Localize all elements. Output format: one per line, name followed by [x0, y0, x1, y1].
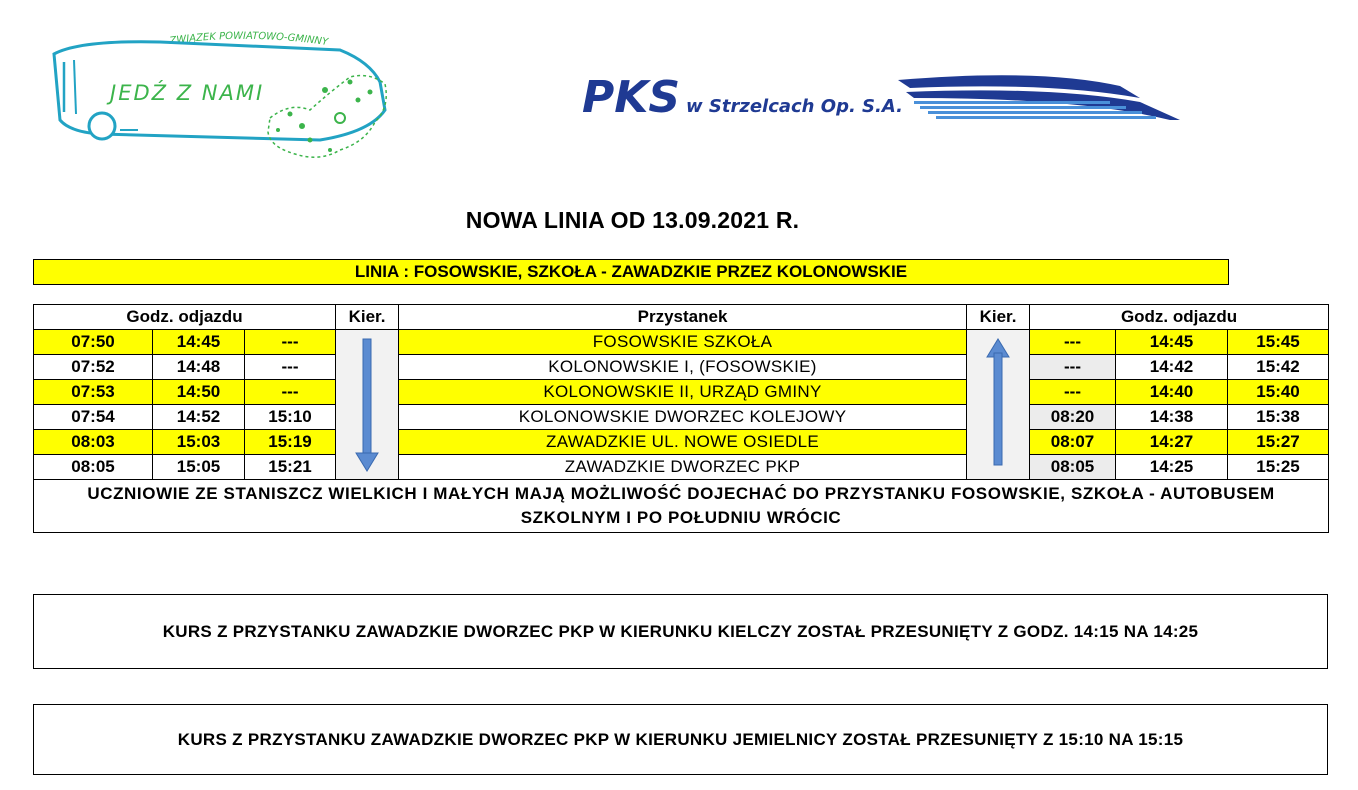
table-header-row [34, 305, 1329, 330]
time-cell: --- [1030, 355, 1116, 380]
notice-kielcza: KURS Z PRZYSTANKU ZAWADZKIE DWORZEC PKP W KIERUNKU KIELCZY ZOSTAŁ PRZESUNIĘTY Z GODZ. 14:15 NA 14:25 [33, 594, 1328, 669]
timetable [33, 304, 1329, 533]
pks-subtitle-text: w Strzelcach Op. S.A. [686, 96, 903, 117]
stop-name: KOLONOWSKIE I, (FOSOWSKIE) [399, 355, 967, 380]
direction-down-cell [336, 330, 399, 480]
line-title-bar: LINIA : FOSOWSKIE, SZKOŁA - ZAWADZKIE PRZEZ KOLONOWSKIE [33, 259, 1229, 285]
stop-name: KOLONOWSKIE II, URZĄD GMINY [399, 380, 967, 405]
arrow-down-icon [352, 335, 382, 475]
zwiazek-logo [40, 22, 410, 172]
time-cell: 14:42 [1116, 355, 1228, 380]
stop-name: KOLONOWSKIE DWORZEC KOLEJOWY [399, 405, 967, 430]
stop-name: ZAWADZKIE UL. NOWE OSIEDLE [399, 430, 967, 455]
time-cell: 14:27 [1116, 430, 1228, 455]
time-cell: 14:48 [153, 355, 245, 380]
time-cell: --- [1030, 330, 1116, 355]
header-stop: Przystanek [399, 305, 967, 330]
pks-logo [580, 68, 1190, 128]
time-cell: 14:25 [1116, 455, 1228, 480]
table-row [34, 330, 1329, 355]
logo-arc-text: ZWIĄZEK POWIATOWO-GMINNY [168, 30, 329, 49]
notice-jemielnica: KURS Z PRZYSTANKU ZAWADZKIE DWORZEC PKP W KIERUNKU JEMIELNICY ZOSTAŁ PRZESUNIĘTY Z 15:10 NA 15:15 [33, 704, 1328, 775]
time-cell: 14:50 [153, 380, 245, 405]
time-cell: --- [245, 355, 336, 380]
stop-name: FOSOWSKIE SZKOŁA [399, 330, 967, 355]
student-note: UCZNIOWIE ZE STANISZCZ WIELKICH I MAŁYCH MAJĄ MOŻLIWOŚĆ DOJECHAĆ DO PRZYSTANKU FOSOWSKIE, SZKOŁA - AUTOBUSEM SZKOLNYM I PO POŁUDNIU WRÓCIC [34, 480, 1329, 533]
arrow-up-icon [983, 335, 1013, 475]
header-left-times: Godz. odjazdu [34, 305, 336, 330]
table-row [34, 405, 1329, 430]
table-row [34, 380, 1329, 405]
time-cell: --- [245, 380, 336, 405]
time-cell: 15:42 [1228, 355, 1329, 380]
table-row [34, 430, 1329, 455]
time-cell: 15:40 [1228, 380, 1329, 405]
time-cell: 15:45 [1228, 330, 1329, 355]
time-cell: 15:10 [245, 405, 336, 430]
time-cell: 08:05 [34, 455, 153, 480]
note-row [34, 480, 1329, 533]
time-cell: 07:52 [34, 355, 153, 380]
time-cell: 15:19 [245, 430, 336, 455]
table-row [34, 455, 1329, 480]
header-right-times: Godz. odjazdu [1030, 305, 1329, 330]
time-cell: 07:54 [34, 405, 153, 430]
stop-name: ZAWADZKIE DWORZEC PKP [399, 455, 967, 480]
time-cell: 15:21 [245, 455, 336, 480]
time-cell: 08:05 [1030, 455, 1116, 480]
time-cell: 14:45 [1116, 330, 1228, 355]
table-row [34, 355, 1329, 380]
time-cell: 08:20 [1030, 405, 1116, 430]
time-cell: 08:03 [34, 430, 153, 455]
time-cell: 15:03 [153, 430, 245, 455]
logo-main-text: JEDŹ Z NAMI [110, 81, 265, 105]
pks-brand-text: PKS [582, 72, 681, 123]
time-cell: 14:40 [1116, 380, 1228, 405]
time-cell: 15:25 [1228, 455, 1329, 480]
time-cell: 08:07 [1030, 430, 1116, 455]
time-cell: --- [1030, 380, 1116, 405]
header-left-direction: Kier. [336, 305, 399, 330]
time-cell: 15:38 [1228, 405, 1329, 430]
direction-up-cell [967, 330, 1030, 480]
time-cell: --- [245, 330, 336, 355]
time-cell: 07:50 [34, 330, 153, 355]
time-cell: 15:05 [153, 455, 245, 480]
time-cell: 14:45 [153, 330, 245, 355]
time-cell: 14:52 [153, 405, 245, 430]
time-cell: 14:38 [1116, 405, 1228, 430]
page-title: NOWA LINIA OD 13.09.2021 R. [465, 207, 800, 233]
header-right-direction: Kier. [967, 305, 1030, 330]
time-cell: 15:27 [1228, 430, 1329, 455]
time-cell: 07:53 [34, 380, 153, 405]
